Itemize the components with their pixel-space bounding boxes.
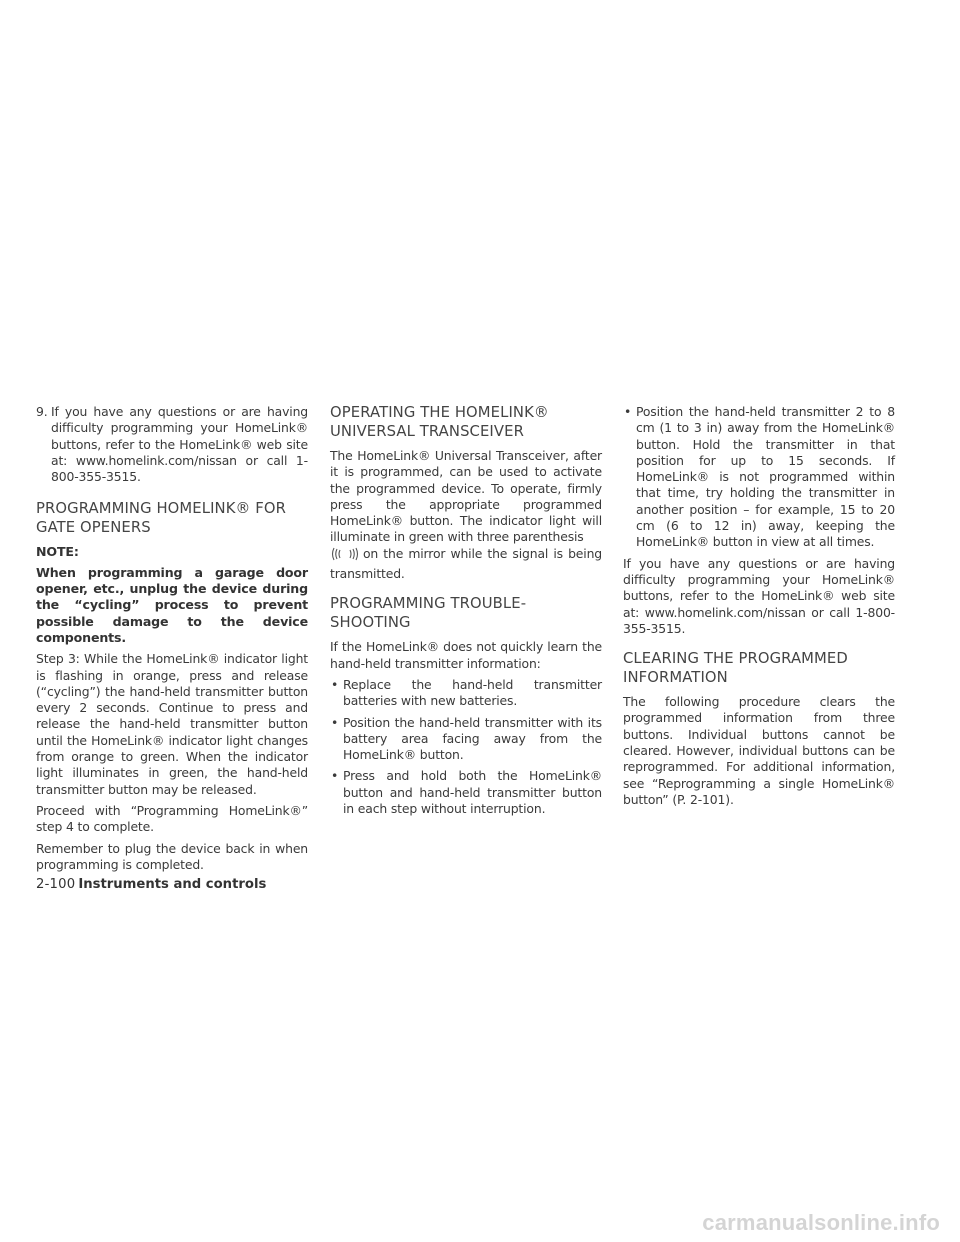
page-footer xyxy=(36,877,266,892)
troubleshooting-list xyxy=(330,677,602,817)
paragraph-operating xyxy=(330,448,602,582)
note-text: When programming a garage door opener, etc., unplug the device during the “cycling” process to prevent possible damage to the device components. xyxy=(36,564,308,645)
paragraph-clearing: The following procedure clears the programmed information from three buttons. Individual buttons cannot be cleared. However, individual buttons can be reprogrammed. For additional information, see “Reprogramming a single HomeLink® button” (P. 2-101). xyxy=(623,694,895,807)
signal-parenthesis-icon xyxy=(330,546,360,566)
step-text: If you have any questions or are having difficulty programming your HomeLink® buttons, refer to the HomeLink® web site at: www.homelink.com/nissan or call 1-800-355-3515. xyxy=(51,404,308,485)
bullet-icon: • xyxy=(331,714,339,730)
step-number: 9. xyxy=(36,404,48,419)
heading-programming-gate-openers: PROGRAMMING HOMELINK® FOR GATE OPENERS xyxy=(36,500,286,536)
bullet-icon: • xyxy=(624,404,632,419)
section-title: Instruments and controls xyxy=(78,877,267,892)
paragraph-questions: If you have any questions or are having difficulty programming your HomeLink® buttons, refer to the HomeLink® web site at: www.homelink.com/nissan or call 1-800-355-3515. xyxy=(623,555,895,636)
step-9 xyxy=(36,404,308,485)
paragraph-troubleshooting: If the HomeLink® does not quickly learn the hand-held transmitter information: xyxy=(330,639,602,671)
paragraph-operating-part1: The HomeLink® Universal Transceiver, after it is programmed, can be used to activate the programmed device. To operate, firmly press the appropriate programmed HomeLink® button. The indicator light will illuminate in green with three parenthesis xyxy=(330,448,602,545)
bullet-icon: • xyxy=(331,676,339,692)
paragraph-step3: Step 3: While the HomeLink® indicator light is flashing in orange, press and release (“cycling”) the hand-held transmitter button every 2 seconds. Continue to press and release the hand-held transmitter button until the HomeLink® indicator light changes from orange to green. When the indicator light illuminates in green, the hand-held transmitter button may be released. xyxy=(36,651,308,797)
heading-troubleshooting: PROGRAMMING TROUBLE-SHOOTING xyxy=(330,595,527,631)
list-item: • Press and hold both the HomeLink® button and hand-held transmitter button in each step without interruption. xyxy=(331,768,602,817)
page-number: 2-100 xyxy=(36,877,76,892)
column-1 xyxy=(36,404,308,878)
troubleshooting-list-continued xyxy=(623,404,895,551)
list-item: • Position the hand-held transmitter with its battery area facing away from the HomeLink® button. xyxy=(331,714,602,763)
heading-clearing-programmed: CLEARING THE PROGRAMMED INFORMATION xyxy=(623,650,848,686)
list-item: • Replace the hand-held transmitter batteries with new batteries. xyxy=(331,676,602,709)
note-label: NOTE: xyxy=(36,544,79,560)
heading-operating-homelink: OPERATING THE HOMELINK® UNIVERSAL TRANSCEIVER xyxy=(330,404,549,440)
column-3 xyxy=(623,404,895,813)
paragraph-remember: Remember to plug the device back in when programming is completed. xyxy=(36,840,308,872)
paragraph-operating-part2: on the mirror while the signal is being transmitted. xyxy=(330,545,602,582)
list-item: • Position the hand-held transmitter 2 to 8 cm (1 to 3 in) away from the HomeLink® button. Hold the transmitter in that position for up to 15 seconds. If HomeLink® is not programmed within that time, try holding the transmitter in another position – for example, 15 to 20 cm (6 to 12 in) away, keeping the HomeLink® button in view at all times. xyxy=(624,404,895,550)
column-2 xyxy=(330,404,602,822)
bullet-icon: • xyxy=(331,768,339,784)
paragraph-proceed: Proceed with “Programming HomeLink®” step 4 to complete. xyxy=(36,802,308,835)
watermark: carmanualsonline.info xyxy=(702,1210,940,1235)
